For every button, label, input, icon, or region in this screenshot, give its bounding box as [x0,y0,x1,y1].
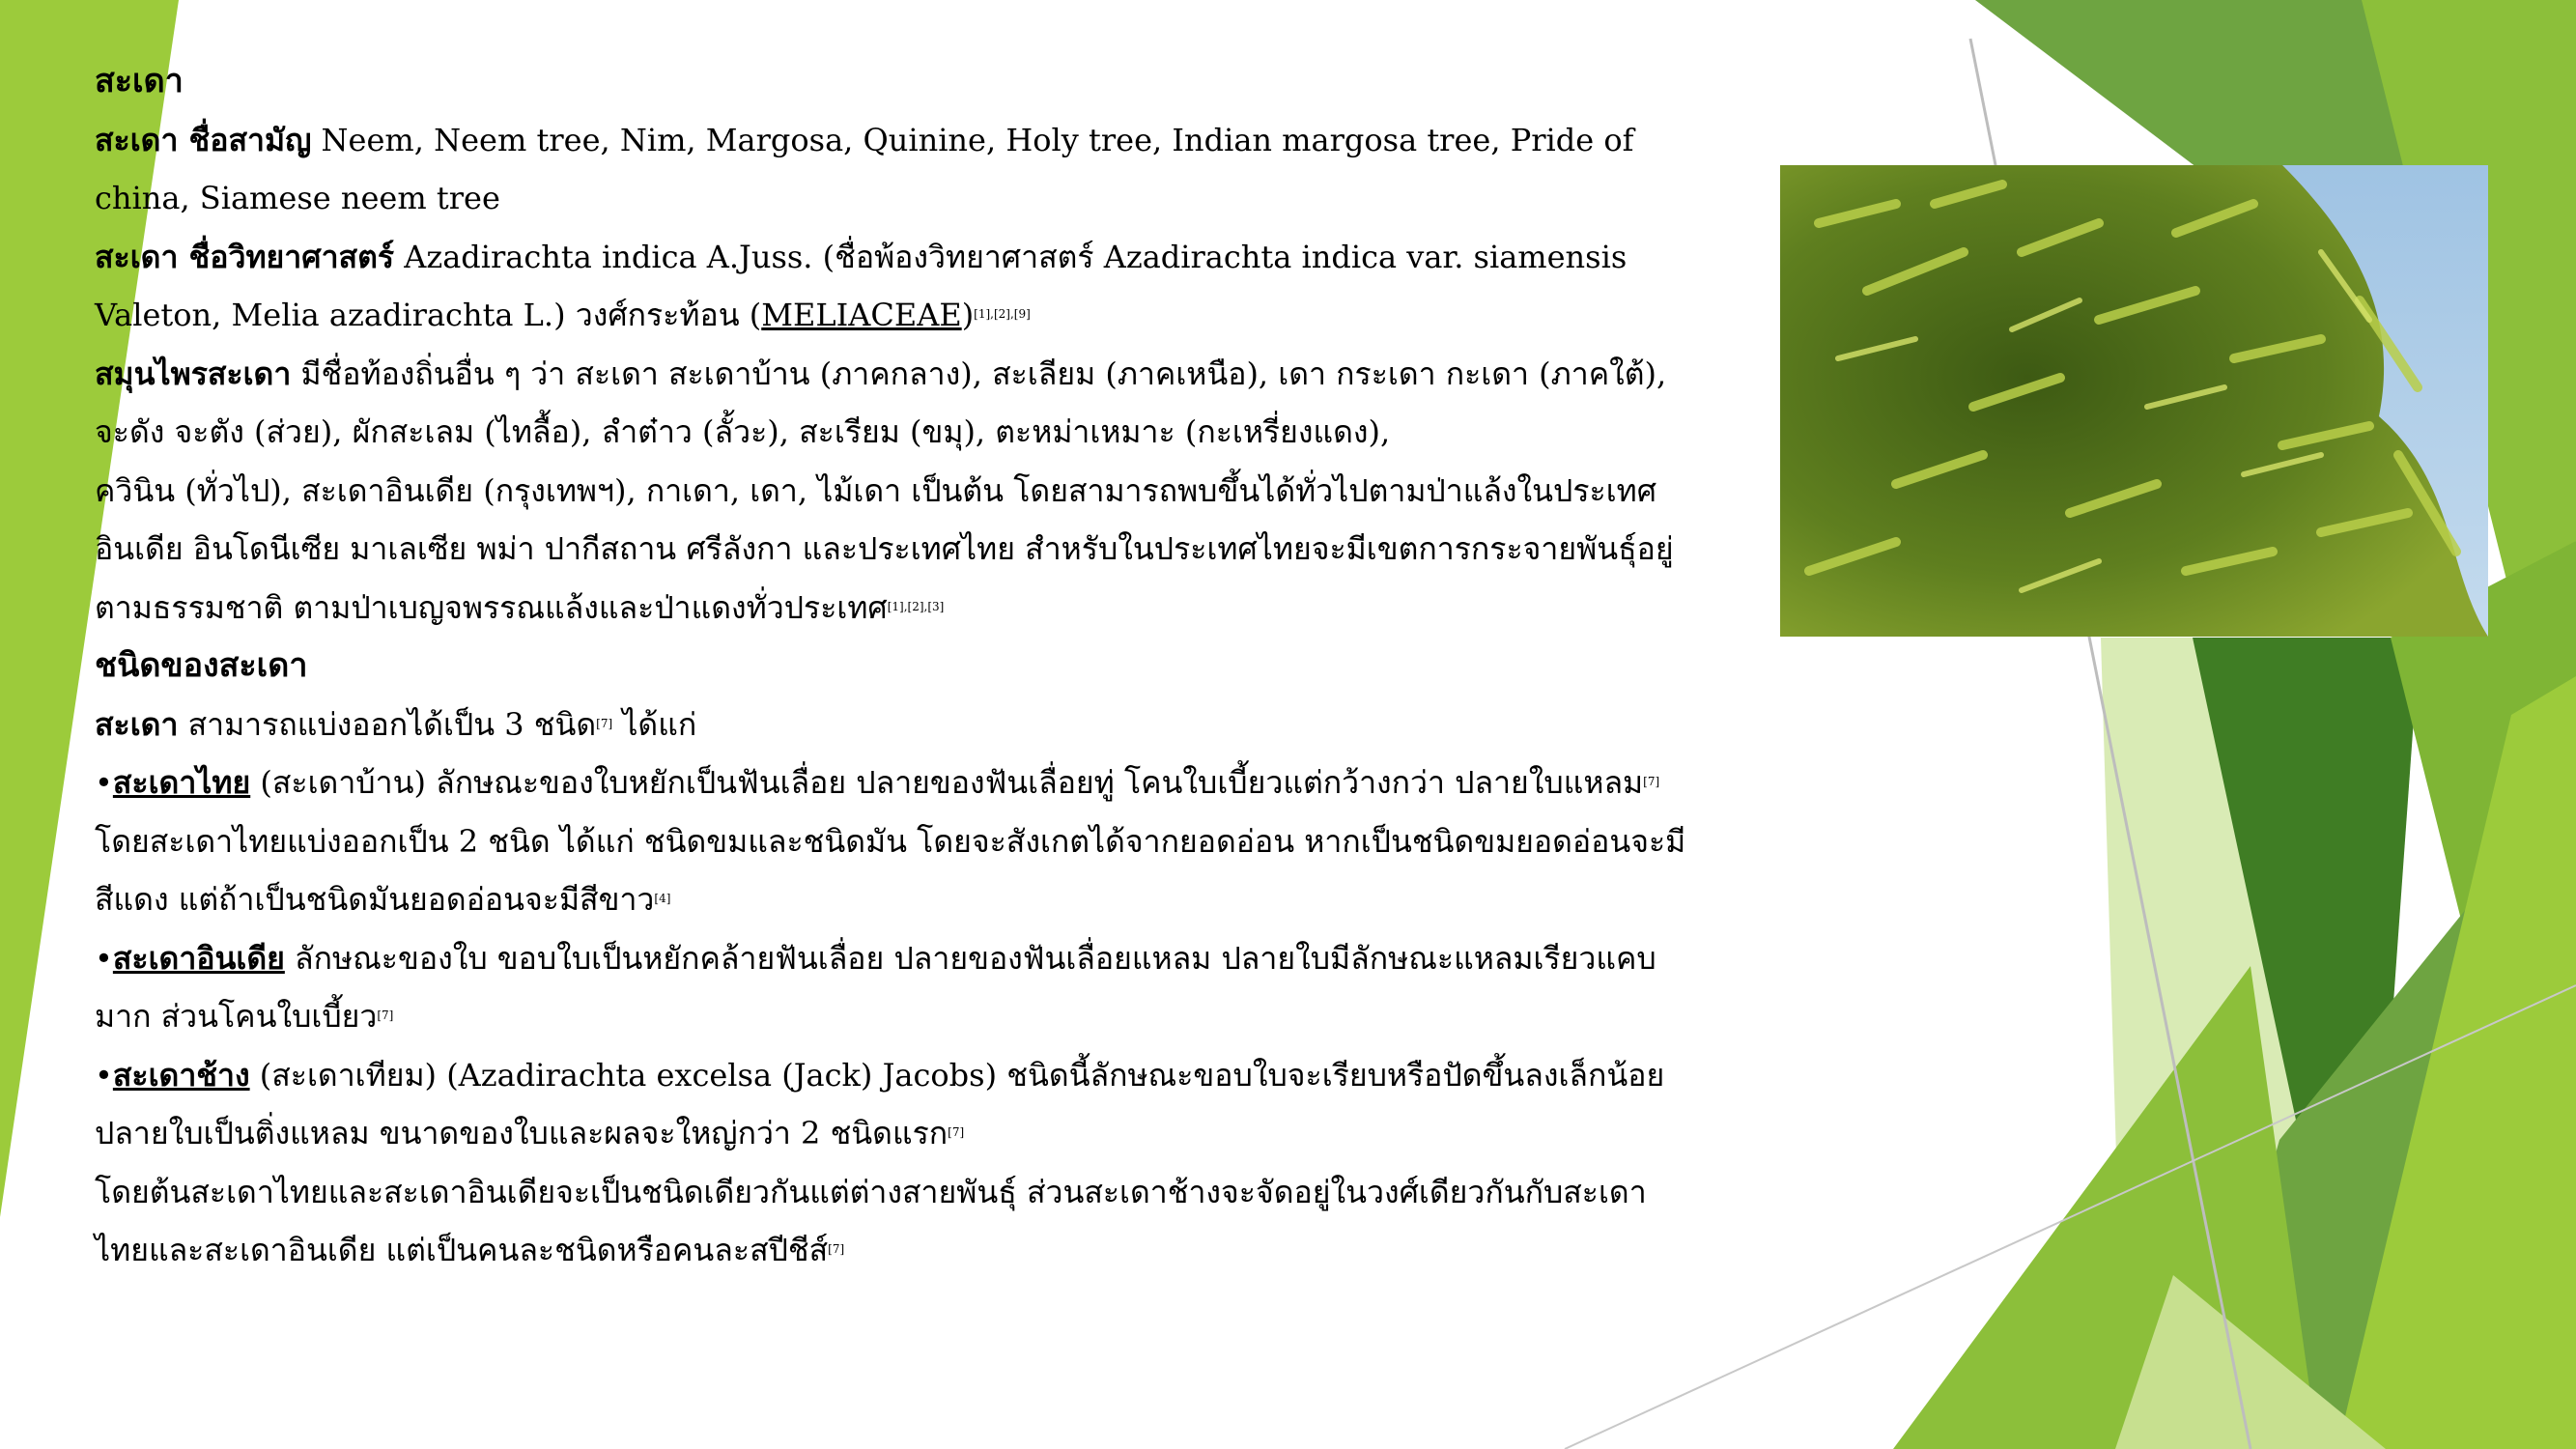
thai-neem-name: สะเดาไทย [112,764,251,801]
bullet: • [95,939,113,977]
elephant-neem-name: สะเดาช้าง [112,1056,250,1094]
thai-neem-text: (สะเดาบ้าน) ลักษณะของใบหยักเป็นฟันเลื่อย ปลายของฟันเลื่อยทู่ โคนใบเบี้ยวแต่กว้างกว่า ปลายใบแหลม [250,764,1644,801]
common-name-text: Neem, Neem tree, Nim, Margosa, Quinine, Holy tree, Indian margosa tree, Pride of china, Siamese neem tree [95,121,1634,216]
reference-marker: [7] [596,716,613,730]
indian-neem-name: สะเดาอินเดีย [112,939,285,977]
types-heading: ชนิดของสะเดา [95,646,308,685]
bullet: • [95,1056,113,1094]
common-name-label: สะเดา ชื่อสามัญ [95,121,312,158]
family-link[interactable]: MELIACEAE [761,297,962,333]
types-intro-paragraph [95,696,1698,754]
summary-paragraph [95,1163,1698,1280]
reference-marker: [1],[2],[9] [974,307,1031,321]
neem-tree-photo [1780,165,2488,637]
indian-neem-text: ลักษณะของใบ ขอบใบเป็นหยักคล้ายฟันเลื่อย ปลายของฟันเลื่อยแหลม ปลายใบมีลักษณะแหลมเรียวแคบมาก ส่วนโคนใบเบี้ยว [95,939,1656,1035]
summary-text: โดยต้นสะเดาไทยและสะเดาอินเดียจะเป็นชนิดเดียวกันแต่ต่างสายพันธุ์ ส่วนสะเดาช้างจะจัดอยู่ในวงศ์เดียวกันกับสะเดาไทยและสะเดาอินเดีย แต่เป็นคนละชนิดหรือคนละสปีชีส์ [95,1173,1647,1268]
local-names-text: มีชื่อท้องถิ่นอื่น ๆ ว่า สะเดา สะเดาบ้าน (ภาคกลาง), สะเลียม (ภาคเหนือ), เดา กระเดา กะเดา (ภาคใต้), จะดัง จะตัง (ส่วย), ผักสะเลม (ไทลื้อ), ลำต๋าว (ลั้วะ), สะเรียม (ขมุ), ตะหม่าเหมาะ (กะเหรี่ยงแดง), [95,355,1667,450]
distribution-text: ควินิน (ทั่วไป), สะเดาอินเดีย (กรุงเทพฯ), กาเดา, เดา, ไม้เดา เป็นต้น โดยสามารถพบขึ้นได้ทั่วไปตามป่าแล้งในประเทศอินเดีย อินโดนีเซีย มาเลเซีย พม่า ปากีสถาน ศรีลังกา และประเทศไทย สำหรับในประเทศไทยจะมีเขตการกระจายพันธุ์อยู่ตามธรรมชาติ ตามป่าเบญจพรรณแล้งและป่าแดงทั่วประเทศ [95,471,1674,626]
thai-neem-text-2: โดยสะเดาไทยแบ่งออกเป็น 2 ชนิด ได้แก่ ชนิดขมและชนิดมัน โดยจะสังเกตได้จากยอดอ่อน หากเป็นชนิดขมยอดอ่อนจะมีสีแดง แต่ถ้าเป็นชนิดมันยอดอ่อนจะมีสีขาว [95,822,1686,918]
reference-marker: [7] [948,1125,965,1139]
local-names-label: สมุนไพรสะเดา [95,355,292,392]
reference-marker: [7] [1643,775,1660,788]
types-intro-text: สามารถแบ่งออกได้เป็น 3 ชนิด [178,705,597,743]
bullet: • [95,764,113,801]
reference-marker: [7] [377,1009,394,1022]
article-content [95,52,1698,1280]
scientific-name-label: สะเดา ชื่อวิทยาศาสตร์ [95,238,395,275]
common-name-paragraph [95,111,1698,228]
scientific-name-paragraph [95,228,1698,345]
indian-neem-paragraph [95,929,1698,1046]
elephant-neem-text: (สะเดาเทียม) (Azadirachta excelsa (Jack) Jacobs) ชนิดนี้ลักษณะขอบใบจะเรียบหรือปัดขึ้นลงเล็กน้อย ปลายใบเป็นติ่งแหลม ขนาดของใบและผลจะใหญ่กว่า 2 ชนิดแรก [95,1056,1665,1151]
thai-neem-paragraph [95,753,1698,929]
reference-marker: [7] [828,1242,845,1256]
title-heading: สะเดา [95,62,184,100]
types-intro-label: สะเดา [95,705,179,743]
scientific-name-text: Azadirachta indica A.Juss. (ชื่อพ้องวิทยาศาสตร์ Azadirachta indica var. siamensis Valeton, Melia azadirachta L.) วงศ์กระท้อน ( [95,238,1628,333]
reference-marker: [4] [654,892,671,905]
reference-marker: [1],[2],[3] [887,599,945,613]
local-names-paragraph [95,345,1698,638]
types-intro-end: ได้แก่ [612,705,697,743]
scientific-name-close: ) [961,297,975,333]
elephant-neem-paragraph [95,1046,1698,1163]
